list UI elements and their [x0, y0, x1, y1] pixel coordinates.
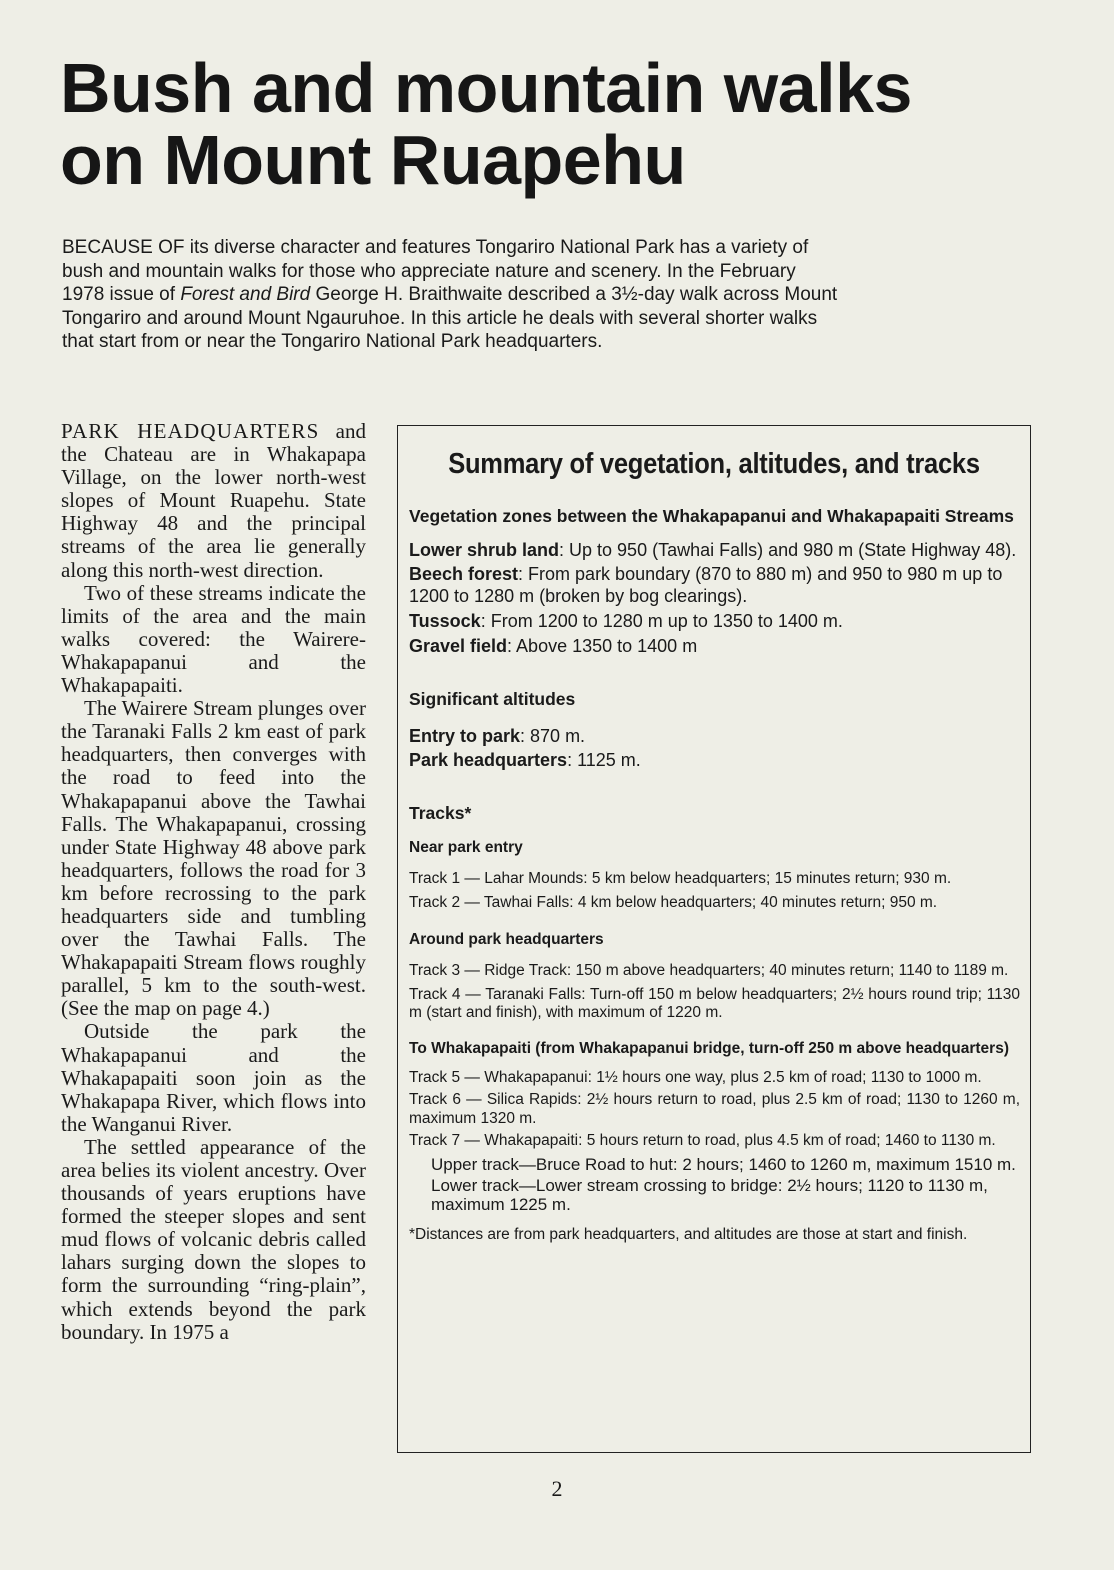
tracks-heading: Tracks* [409, 803, 472, 823]
article-title [60, 49, 1060, 199]
veg-item-gravel [409, 635, 1020, 657]
veg-item-tussock [409, 610, 1020, 632]
veg-item-beech [409, 563, 1020, 607]
body-p1-text: and the Chateau are in Whakapapa Village, on the lower north-west slopes of Mount Ruapehu. State Highway 48 and the principal streams of the area lie generally along this north-west direction. [61, 419, 366, 582]
vegetation-heading: Vegetation zones between the Whakapapanui and Whakapapaiti Streams [409, 506, 1014, 526]
veg-text: : From 1200 to 1280 m up to 1350 to 1400 m. [480, 611, 843, 631]
body-paragraph-4: Outside the park the Whakapapanui and the Whakapapaiti soon join as the Whakapapa River, which flows into the Wanganui River. [61, 1019, 366, 1136]
alt-term: Park headquarters [409, 750, 568, 770]
summary-box [397, 425, 1031, 1453]
body-column [61, 420, 366, 1344]
veg-term: Lower shrub land [409, 540, 560, 560]
veg-term: Beech forest [409, 564, 519, 584]
intro-italic-title: Forest and Bird [180, 284, 311, 305]
body-paragraph-2: Two of these streams indicate the limits of the area and the main walks covered: the Wairere-Whakapapanui and the Whakapapaiti. [61, 580, 366, 698]
track-7-upper: Upper track—Bruce Road to hut: 2 hours; 1460 to 1260 m, maximum 1510 m. [431, 1154, 1016, 1174]
track-5: Track 5 — Whakapapanui: 1½ hours one way, plus 2.5 km of road; 1130 to 1000 m. [409, 1068, 982, 1086]
track-2: Track 2 — Tawhai Falls: 4 km below headquarters; 40 minutes return; 950 m. [409, 893, 938, 911]
altitudes-heading: Significant altitudes [409, 689, 576, 709]
track-6: Track 6 — Silica Rapids: 2½ hours return to road, plus 2.5 km of road; 1130 to 1260 m, maximum 1320 m. [409, 1091, 1020, 1127]
lead-caps: PARK HEADQUARTERS [61, 419, 320, 443]
body-paragraph-1 [61, 420, 366, 582]
distances-footnote: *Distances are from park headquarters, and altitudes are those at start and finish. [409, 1225, 968, 1243]
veg-text: : Up to 950 (Tawhai Falls) and 980 m (State Highway 48). [559, 540, 1017, 560]
title-line-2: on Mount Ruapehu [60, 121, 686, 199]
veg-term: Tussock [409, 611, 481, 631]
alt-item-entry [409, 725, 1020, 747]
veg-text: : From park boundary (870 to 880 m) and 950 to 980 m up to 1200 to 1280 m (broken by bog clearings). [409, 564, 1003, 606]
alt-text: : 1125 m. [567, 750, 641, 770]
intro-text-2: George H. Braithwaite described a 3½-day walk across Mount Tongariro and around Mount Ngauruhoe. In this article he deals with several shorter walks that start from or near the Tongariro National Park headquarters. [62, 284, 838, 352]
veg-term: Gravel field [409, 636, 508, 656]
intro-text-1: BECAUSE OF its diverse character and features Tongariro National Park has a variety of bush and mountain walks for those who appreciate nature and scenery. In the February 1978 issue of [62, 237, 809, 305]
body-paragraph-3: The Wairere Stream plunges over the Taranaki Falls 2 km east of park headquarters, then converges with the road to feed into the Whakapapanui above the Tawhai Falls. The Whakapapanui, crossing under State Highway 48 above park headquarters, follows the road for 3 km before recrossing to the park headquarters side and tumbling over the Tawhai Falls. The Whakapapaiti Stream flows roughly parallel, 5 km to the south-west. (See the map on page 4.) [61, 696, 366, 1021]
track-7-lower: Lower track—Lower stream crossing to bridge: 2½ hours; 1120 to 1130 m, maximum 1225 m. [431, 1175, 988, 1214]
alt-item-hq [409, 749, 1020, 771]
track-7: Track 7 — Whakapapaiti: 5 hours return to road, plus 4.5 km of road; 1460 to 1130 m. [409, 1132, 996, 1149]
near-entry-heading: Near park entry [409, 839, 523, 856]
title-line-1: Bush and mountain walks [60, 49, 912, 127]
around-hq-heading: Around park headquarters [409, 931, 604, 948]
track-3: Track 3 — Ridge Track: 150 m above headquarters; 40 minutes return; 1140 to 1189 m. [409, 962, 1009, 979]
veg-item-shrub [409, 539, 1020, 561]
summary-title: Summary of vegetation, altitudes, and tracks [448, 448, 980, 480]
veg-text: : Above 1350 to 1400 m [507, 636, 698, 656]
intro-paragraph [62, 236, 842, 354]
body-paragraph-5: The settled appearance of the area belies its violent ancestry. Over thousands of years eruptions have formed the steeper slopes and sent mud flows of volcanic debris called lahars surging down the slopes to form the surrounding “ring-plain”, which extends beyond the park boundary. In 1975 a [61, 1134, 366, 1344]
alt-text: : 870 m. [520, 726, 586, 746]
track-4: Track 4 — Taranaki Falls: Turn-off 150 m below headquarters; 2½ hours round trip; 1130 m (start and finish), with maximum of 1220 m. [409, 985, 1020, 1021]
summary-content [409, 506, 1020, 1244]
page-number: 2 [551, 1476, 563, 1501]
track-1: Track 1 — Lahar Mounds: 5 km below headquarters; 15 minutes return; 930 m. [409, 870, 952, 887]
whakapapaiti-heading: To Whakapapaiti (from Whakapapanui bridge, turn-off 250 m above headquarters) [409, 1039, 1009, 1057]
alt-term: Entry to park [409, 726, 521, 746]
